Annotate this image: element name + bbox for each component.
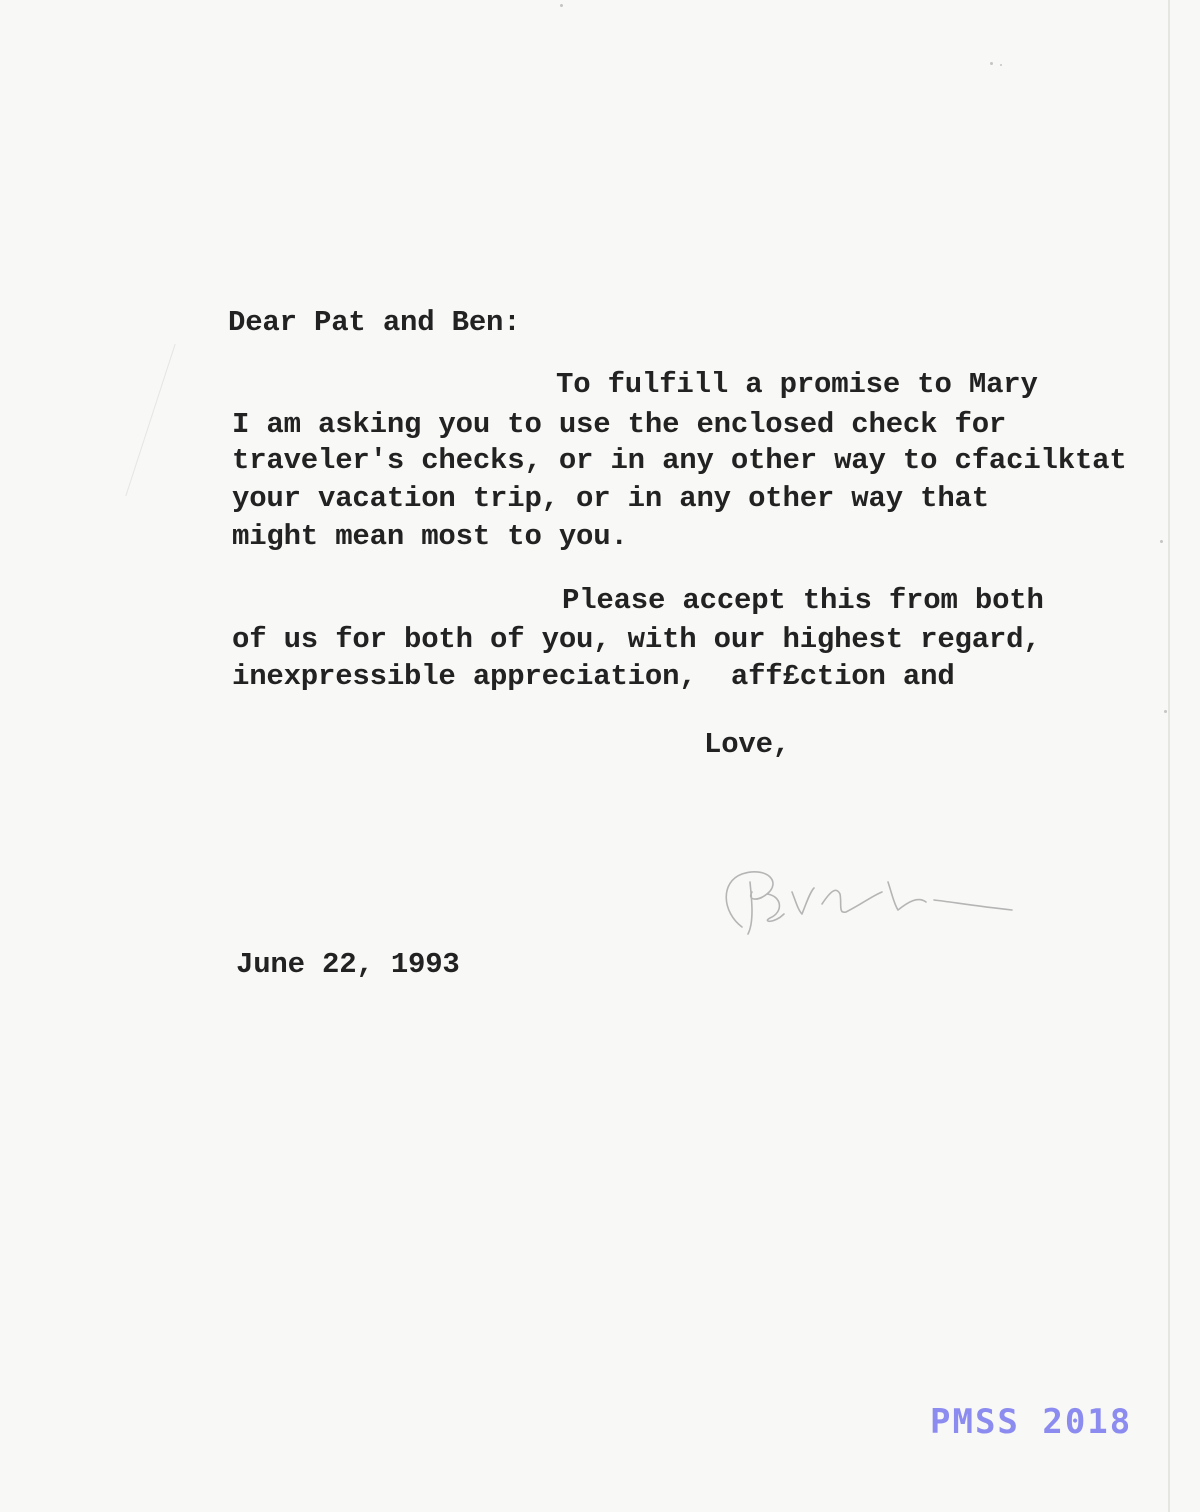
scan-speck bbox=[1000, 64, 1002, 66]
paragraph-2-line-1: Please accept this from both bbox=[562, 584, 1044, 617]
paragraph-1-line-1: To fulfill a promise to Mary bbox=[556, 368, 1038, 401]
scan-speck bbox=[990, 62, 993, 65]
archive-watermark: PMSS 2018 bbox=[930, 1402, 1133, 1442]
scan-speck bbox=[560, 4, 563, 7]
paper-edge-shadow bbox=[1168, 0, 1170, 1512]
salutation: Dear Pat and Ben: bbox=[228, 306, 521, 339]
scan-speck bbox=[1164, 710, 1167, 713]
paragraph-1-line-2: I am asking you to use the enclosed check for bbox=[232, 408, 1007, 441]
letter-date: June 22, 1993 bbox=[236, 948, 460, 981]
paragraph-1-line-4: your vacation trip, or in any other way that bbox=[232, 482, 989, 515]
handwritten-signature bbox=[712, 852, 1032, 942]
paragraph-1-line-3: traveler's checks, or in any other way to cfacilktat bbox=[232, 444, 1127, 477]
paragraph-2-line-3: inexpressible appreciation, aff£ction and bbox=[232, 660, 955, 693]
closing: Love, bbox=[704, 728, 791, 761]
scan-speck bbox=[1160, 540, 1163, 543]
paragraph-1-line-5: might mean most to you. bbox=[232, 520, 628, 553]
paragraph-2-line-2: of us for both of you, with our highest regard, bbox=[232, 623, 1041, 656]
paper-crease bbox=[125, 344, 175, 496]
